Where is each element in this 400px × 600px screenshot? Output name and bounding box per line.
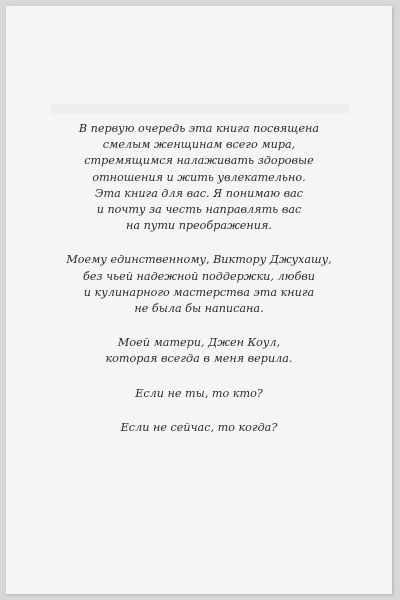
dedication-paragraph-4 bbox=[6, 386, 392, 402]
dedication-paragraph-1 bbox=[6, 121, 392, 234]
book-page bbox=[6, 6, 392, 594]
dedication-paragraph-2 bbox=[6, 252, 392, 317]
dedication-line: на пути преображения. bbox=[126, 219, 272, 233]
dedication-line: и почту за честь направлять вас bbox=[96, 203, 302, 217]
dedication-line: без чьей надежной поддержки, любви bbox=[82, 269, 315, 283]
dedication-paragraph-3 bbox=[6, 335, 392, 367]
dedication-line: Эта книга для вас. Я понимаю вас bbox=[94, 186, 304, 200]
dedication-line: и кулинарного мастерства эта книга bbox=[83, 285, 315, 299]
dedication-block bbox=[6, 121, 392, 436]
dedication-paragraph-5 bbox=[6, 420, 392, 436]
dedication-line: стремящимся налаживать здоровые bbox=[84, 154, 314, 168]
dedication-line: смелым женщинам всего мира, bbox=[102, 138, 296, 152]
dedication-line: отношения и жить увлекательно. bbox=[92, 170, 306, 184]
dedication-line: Если не ты, то кто? bbox=[135, 386, 263, 400]
dedication-line: не была бы написана. bbox=[134, 302, 264, 316]
dedication-line: В первую очередь эта книга посвящена bbox=[78, 122, 320, 135]
show-through-heading bbox=[50, 104, 350, 114]
dedication-line: которая всегда в меня верила. bbox=[105, 352, 293, 366]
dedication-line: Моей матери, Джен Коул, bbox=[117, 336, 281, 350]
dedication-line: Моему единственному, Виктору Джухашу, bbox=[66, 253, 332, 267]
dedication-line: Если не сейчас, то когда? bbox=[120, 420, 278, 434]
